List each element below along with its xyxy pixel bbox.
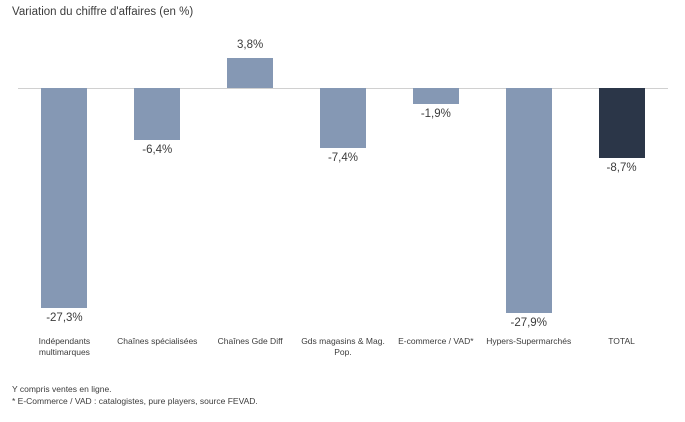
category-label: TOTAL — [608, 336, 635, 346]
bar-value-label: 3,8% — [237, 38, 264, 51]
category-label: Chaînes Gde Diff — [217, 336, 283, 346]
bar-value-label: -8,7% — [606, 162, 637, 175]
bar-value-label: -7,4% — [327, 151, 359, 164]
bar-group — [482, 40, 575, 330]
bar[interactable] — [320, 88, 366, 148]
bar[interactable] — [506, 88, 552, 313]
bar-group — [297, 40, 390, 330]
bar[interactable] — [227, 58, 273, 89]
footnote-line: * E-Commerce / VAD : catalogistes, pure players, source FEVAD. — [12, 396, 258, 407]
bar-value-label: -27,9% — [510, 317, 547, 330]
bar-value-label: -1,9% — [420, 107, 451, 120]
category-label: Indépendants multimarques — [38, 336, 91, 358]
plot-area — [18, 40, 668, 330]
bar-group — [204, 40, 297, 330]
footnote-line: Y compris ventes en ligne. — [12, 383, 112, 394]
bar[interactable] — [134, 88, 180, 140]
bar[interactable] — [41, 88, 87, 308]
category-label: Hypers-Supermarchés — [486, 336, 572, 346]
category-label: Chaînes spécialisées — [117, 336, 198, 346]
bar-group — [389, 40, 482, 330]
bar-value-label: -6,4% — [142, 143, 173, 156]
bar-group — [575, 40, 668, 330]
bar[interactable] — [599, 88, 645, 158]
footnotes — [12, 383, 258, 409]
bar-group — [111, 40, 204, 330]
bar-value-label: -27,3% — [46, 312, 83, 325]
category-label: E-commerce / VAD* — [398, 336, 474, 346]
bar[interactable] — [413, 88, 459, 103]
bar-group — [18, 40, 111, 330]
category-label: Gds magasins & Mag. Pop. — [301, 336, 385, 358]
chart-title: Variation du chiffre d'affaires (en %) — [12, 6, 194, 18]
